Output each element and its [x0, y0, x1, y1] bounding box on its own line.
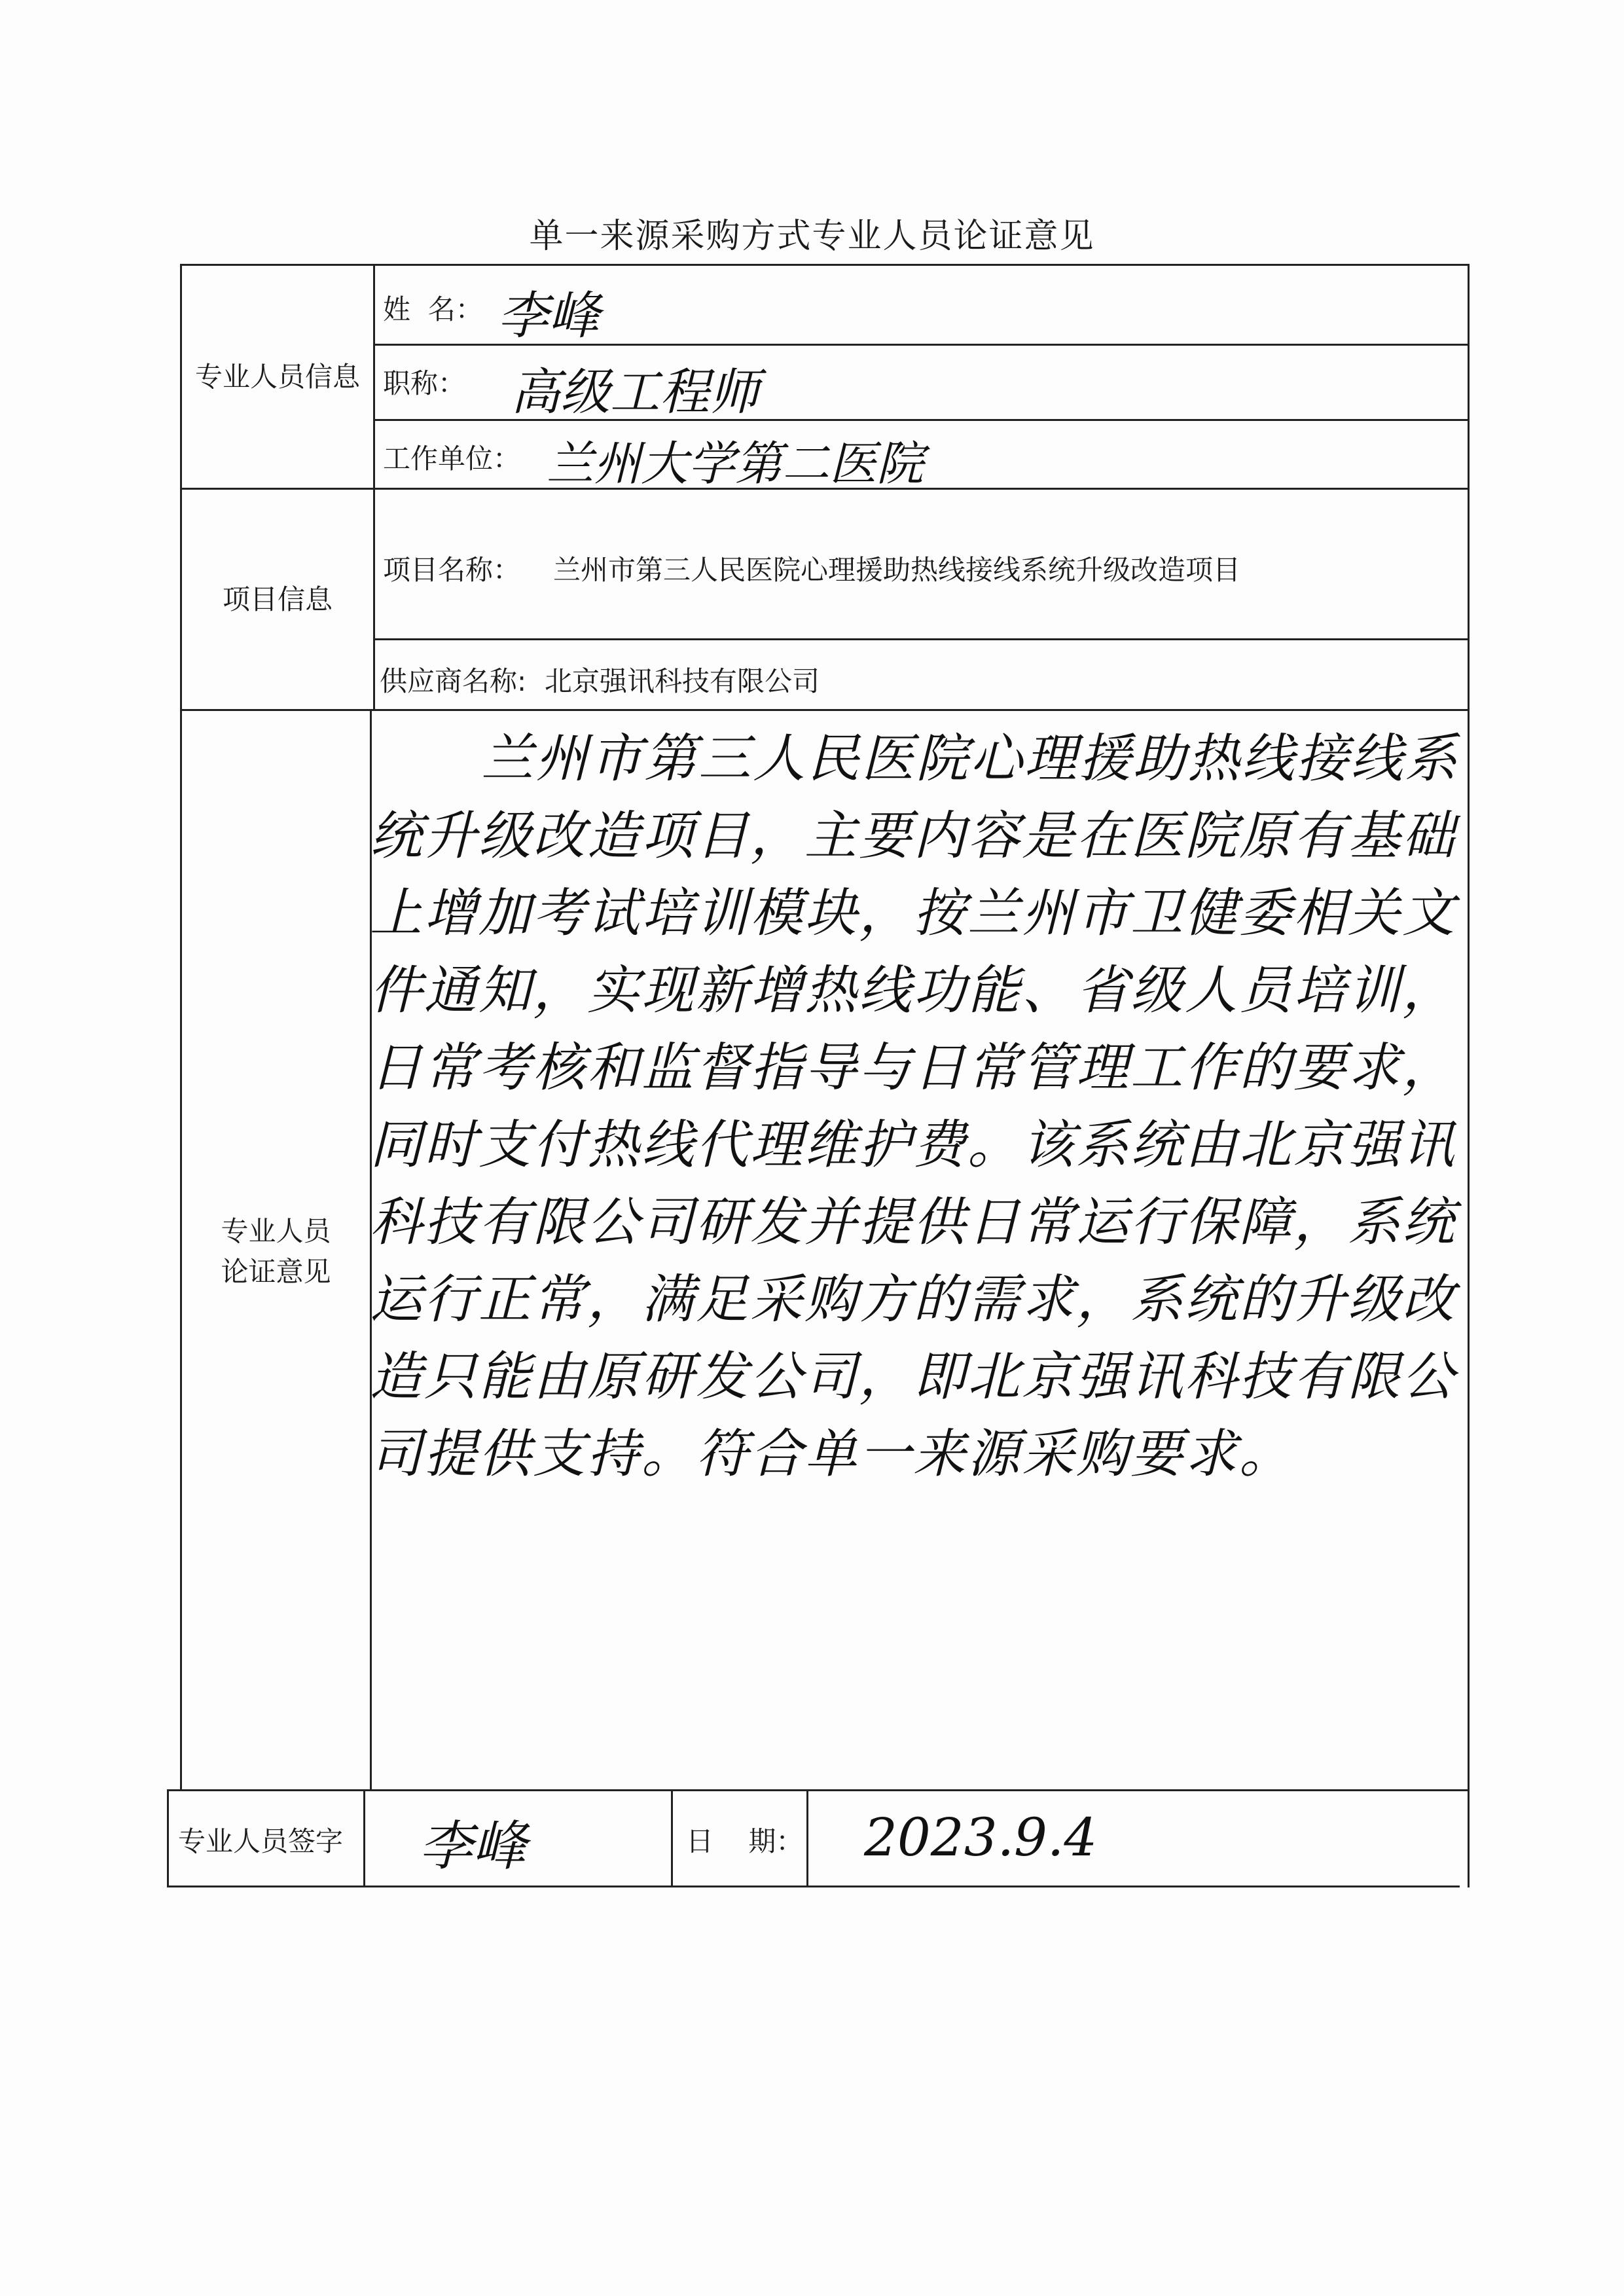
opinion-section-label: 专业人员 论证意见: [221, 1215, 331, 1288]
name-label: 姓 名：: [383, 293, 483, 325]
date-label-divider: [806, 1789, 808, 1887]
job-title-value: 高级工程师: [511, 363, 759, 421]
date-value: 2023.9.4: [864, 1807, 1098, 1868]
table-border-bottom: [167, 1886, 1460, 1887]
supplier-label: 供应商名称:: [380, 665, 527, 697]
section-divider-project: [180, 709, 1470, 711]
opinion-text: 兰州市第三人民医院心理援助热线接线系统升级改造项目，主要内容是在医院原有基础上增加考试培训模块，按兰州市卫健委相关文件通知，实现新增热线功能、省级人员培训，日常考核和监督指导与日常管理工作的要求，同时支付热线代理维护费。该系统由北京强讯科技有限公司研发并提供日常运行保障，系统运行正常，满足采购方的需求，系统的升级改造只能由原研发公司，即北京强讯科技有限公司提供支持。符合单一来源采购要求。: [370, 728, 1459, 1484]
table-border-left-lower: [167, 1789, 169, 1887]
project-name-value: 兰州市第三人民医院心理援助热线接线系统升级改造项目: [553, 554, 1241, 586]
date-label: 日 期：: [686, 1825, 804, 1857]
signature-value: 李峰: [419, 1815, 526, 1878]
project-name-label: 项目名称：: [383, 554, 521, 586]
signature-label-divider: [363, 1789, 365, 1887]
signature-value-divider: [671, 1789, 673, 1887]
signature-label: 专业人员签字: [178, 1825, 344, 1857]
project-section-label: 项目信息: [222, 583, 333, 615]
supplier-value: 北京强讯科技有限公司: [545, 665, 820, 697]
personnel-section-label: 专业人员信息: [194, 361, 360, 393]
table-border-left: [180, 264, 182, 1789]
document-title: 单一来源采购方式专业人员论证意见: [529, 217, 1095, 256]
employer-label: 工作单位：: [383, 443, 521, 475]
name-value: 李峰: [497, 287, 600, 346]
label-column-divider: [373, 264, 375, 709]
job-title-label: 职称：: [383, 367, 466, 399]
employer-value: 兰州大学第二医院: [547, 436, 924, 491]
section-divider-opinion: [167, 1789, 1470, 1791]
row-divider-project: [373, 638, 1470, 640]
